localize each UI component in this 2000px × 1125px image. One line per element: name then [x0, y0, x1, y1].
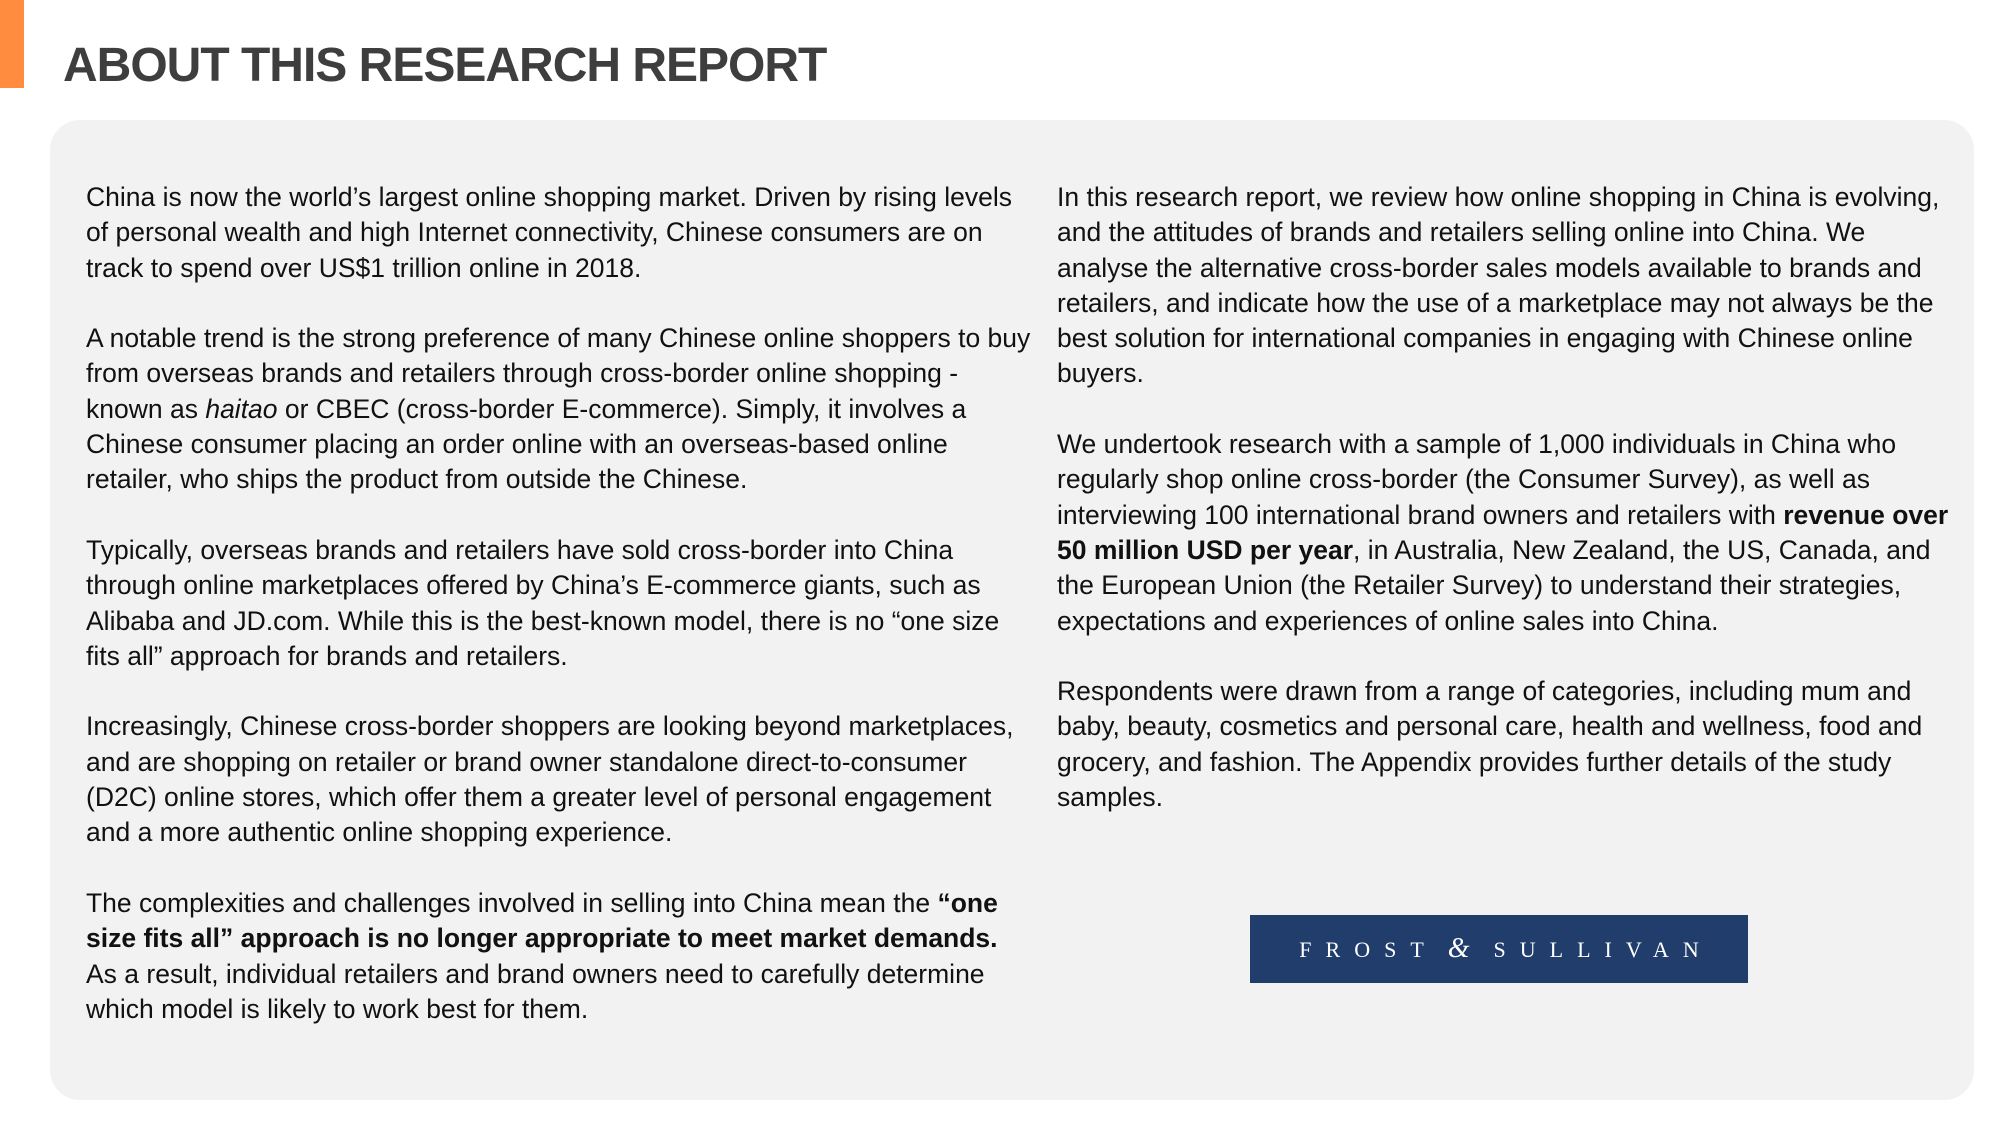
logo-word-frost: FROST	[1299, 937, 1438, 962]
text-segment: , in Australia, New Zealand, the US, Canada, and the European Union (the Retailer Survey) to understand their strategies, expectations and experiences of online sales into China.	[1057, 534, 1931, 636]
text-segment: As a result, individual retailers and brand owners need to carefully determine which model is likely to work best for them.	[86, 958, 985, 1024]
logo-wordmark	[1285, 933, 1712, 965]
text-segment: The complexities and challenges involved in selling into China mean the	[86, 887, 938, 918]
left-paragraph-1: China is now the world’s largest online shopping market. Driven by rising levels of personal wealth and high Internet connectivity, Chinese consumers are on track to spend over US$1 trillion online in 2018.	[86, 182, 1012, 283]
accent-bar	[0, 0, 24, 88]
content-panel	[50, 120, 1974, 1100]
logo-ampersand: &	[1447, 933, 1470, 964]
bold-emphasis: revenue over 50 million USD per year	[1057, 499, 1949, 565]
bold-emphasis: “one size fits all” approach is no longer appropriate to meet market demands.	[86, 887, 998, 954]
page-title: ABOUT THIS RESEARCH REPORT	[63, 39, 827, 92]
left-column	[86, 180, 1031, 1062]
logo-word-sullivan: SULLIVAN	[1493, 937, 1713, 962]
left-paragraph-3: Typically, overseas brands and retailers have sold cross-border into China through online marketplaces offered by China’s E-commerce giants, such as Alibaba and JD.com. While this is the best-known model, there is no “one size fits all” approach for brands and retailers.	[86, 534, 1000, 671]
text-segment: A notable trend is the strong preference of many Chinese online shoppers to buy from overseas brands and retailers through cross-border online shopping - known as	[86, 323, 1031, 424]
left-paragraph-4: Increasingly, Chinese cross-border shoppers are looking beyond marketplaces, and are shopping on retailer or brand owner standalone direct-to-consumer (D2C) online stores, which offer them a greater level of personal engagement and a more authentic online shopping experience.	[86, 711, 1014, 848]
left-paragraph-2	[86, 321, 1031, 497]
right-paragraph-2	[1057, 427, 1957, 639]
italic-term: haitao	[205, 393, 278, 424]
left-paragraph-5	[86, 886, 1031, 1027]
frost-sullivan-logo	[1250, 915, 1748, 983]
right-paragraph-3: Respondents were drawn from a range of categories, including mum and baby, beauty, cosmetics and personal care, health and wellness, food and grocery, and fashion. The Appendix provides further details of the study samples.	[1057, 676, 1923, 813]
text-segment: We undertook research with a sample of 1,000 individuals in China who regularly shop online cross-border (the Consumer Survey), as well as interviewing 100 international brand owners and retailers with	[1057, 429, 1897, 530]
right-paragraph-1: In this research report, we review how online shopping in China is evolving, and the attitudes of brands and retailers selling online into China. We analyse the alternative cross-border sales models available to brands and retailers, and indicate how the use of a marketplace may not always be the best solution for international companies in engaging with Chinese online buyers.	[1057, 182, 1940, 389]
right-column	[1057, 180, 1957, 851]
text-segment: or CBEC (cross-border E-commerce). Simply, it involves a Chinese consumer placing an order online with an overseas-based online retailer, who ships the product from outside the Chinese.	[86, 393, 967, 495]
